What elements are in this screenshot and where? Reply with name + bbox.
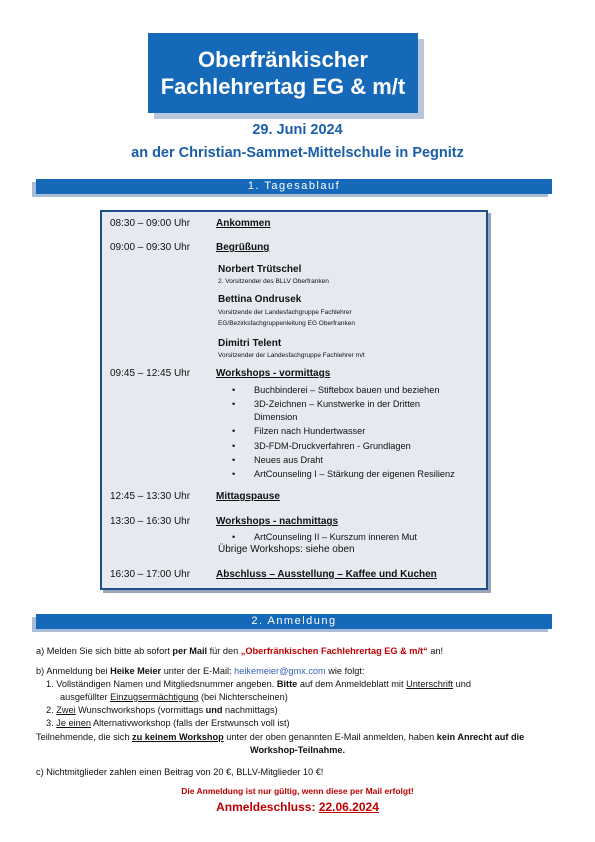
row-time: 09:45 – 12:45 Uhr xyxy=(110,368,191,379)
row-time: 09:00 – 09:30 Uhr xyxy=(110,242,191,253)
registration-deadline: Anmeldeschluss: 22.06.2024 xyxy=(216,800,379,814)
row-title: Abschluss – Ausstellung – Kaffee und Kuchen xyxy=(216,569,437,580)
speaker-role: Vorsitzender der Landesfachgruppe Fachlehrer m/t xyxy=(218,352,365,359)
speaker-role: 2. Vorsitzender des BLLV Oberfranken xyxy=(218,278,329,285)
workshop-requirement-note-continuation: Workshop-Teilnahme. xyxy=(249,745,346,755)
row-title: Begrüßung xyxy=(216,242,270,253)
registration-item-c: c) Nichtmitglieder zahlen einen Beitrag von 20 €, BLLV-Mitglieder 10 €! xyxy=(36,767,324,777)
row-title: Mittagspause xyxy=(216,491,280,502)
workshop-requirement-note: Teilnehmende, die sich zu keinem Workshop unter der oben genannten E-Mail anmelden, haben kein Anrecht auf die xyxy=(36,732,525,742)
event-name-highlight: „Oberfränkischen Fachlehrertag EG & m/t“ xyxy=(240,646,428,656)
row-title: Workshops - nachmittags xyxy=(216,516,339,527)
speaker-role: Vorsitzende der Landesfachgruppe Fachlehrer xyxy=(218,309,352,316)
bullet-icon: • xyxy=(232,399,236,409)
row-time: 13:30 – 16:30 Uhr xyxy=(110,516,191,527)
event-date: 29. Juni 2024 xyxy=(252,122,343,138)
title-line-2: Fachlehrertag EG & m/t xyxy=(160,74,406,99)
speaker-name: Bettina Ondrusek xyxy=(218,294,302,305)
event-place: an der Christian-Sammet-Mittelschule in Pegnitz xyxy=(131,145,464,161)
bullet-icon: • xyxy=(232,441,236,451)
registration-item-b: b) Anmeldung bei Heike Meier unter der E-Mail: heikemeier@gmx.com wie folgt: xyxy=(36,666,365,676)
bullet-icon: • xyxy=(232,385,236,395)
schedule-box: 08:30 – 09:00 Uhr Ankommen 09:00 – 09:30 Uhr Begrüßung Norbert Trütschel 2. Vorsitzender des BLLV Oberfranken Bettina Ondrusek Vorsitzende der Landesfachgruppe Fachlehrer EG/Bezirksfachgruppenleitung EG Oberfranken Dimitri Telent Vorsitzender der Landesfachgruppe Fachlehrer m/t 09:45 – 12:45 Uhr Workshops - vormittags • Buchbinderei – Stiftebox bauen und beziehen • 3D-Zeichnen – Kunstwerke in der Dritten Dimension • Filzen nach Hundertwasser • 3D-FDM-Druckverfahren - Grundlagen • Neues aus Draht • ArtCounseling I – Stärkung der eigenen Resilienz 12:45 – 13:30 Uhr Mittagspause 13:30 – 16:30 Uhr Workshops - nachmittags • ArtCounseling II – Kurszum inneren Mut Übrige Workshops: siehe oben 16:30 – 17:00 Uhr Abschluss – Ausstellung – Kaffee und Kuchen xyxy=(100,210,488,590)
registration-step-3: 3. Je einen Alternativworkshop (falls der Erstwunsch voll ist) xyxy=(46,718,290,728)
registration-step-1: 1. Vollständigen Namen und Mitgliedsnummer angeben. Bitte auf dem Anmeldeblatt mit Unterschrift und xyxy=(46,679,471,689)
speaker-name: Norbert Trütschel xyxy=(218,264,302,275)
section-heading-registration: 2. Anmeldung xyxy=(36,614,552,629)
row-time: 16:30 – 17:00 Uhr xyxy=(110,569,191,580)
bullet-icon: • xyxy=(232,469,236,479)
row-time: 12:45 – 13:30 Uhr xyxy=(110,491,191,502)
bullet-icon: • xyxy=(232,455,236,465)
speaker-role: EG/Bezirksfachgruppenleitung EG Oberfranken xyxy=(218,320,355,327)
registration-step-1-continuation: ausgefüllter Einzugsermächtigung (bei Nichterscheinen) xyxy=(60,692,288,702)
other-workshops-note: Übrige Workshops: siehe oben xyxy=(218,544,355,555)
title-line-1: Oberfränkischer xyxy=(198,47,368,72)
speaker-name: Dimitri Telent xyxy=(218,338,282,349)
row-title: Workshops - vormittags xyxy=(216,368,331,379)
bullet-icon: • xyxy=(232,532,236,542)
bullet-icon: • xyxy=(232,426,236,436)
registration-step-2: 2. Zwei Wunschworkshops (vormittags und nachmittags) xyxy=(46,705,278,715)
email-link[interactable]: heikemeier@gmx.com xyxy=(234,666,326,676)
registration-item-a: a) Melden Sie sich bitte ab sofort per Mail für den „Oberfränkischen Fachlehrertag EG & m/t“ an! xyxy=(36,646,443,656)
validity-note: Die Anmeldung ist nur gültig, wenn diese per Mail erfolgt! xyxy=(181,786,414,796)
row-title: Ankommen xyxy=(216,218,271,229)
row-time: 08:30 – 09:00 Uhr xyxy=(110,218,191,229)
section-heading-schedule: 1. Tagesablauf xyxy=(36,179,552,194)
title-box xyxy=(148,33,418,113)
